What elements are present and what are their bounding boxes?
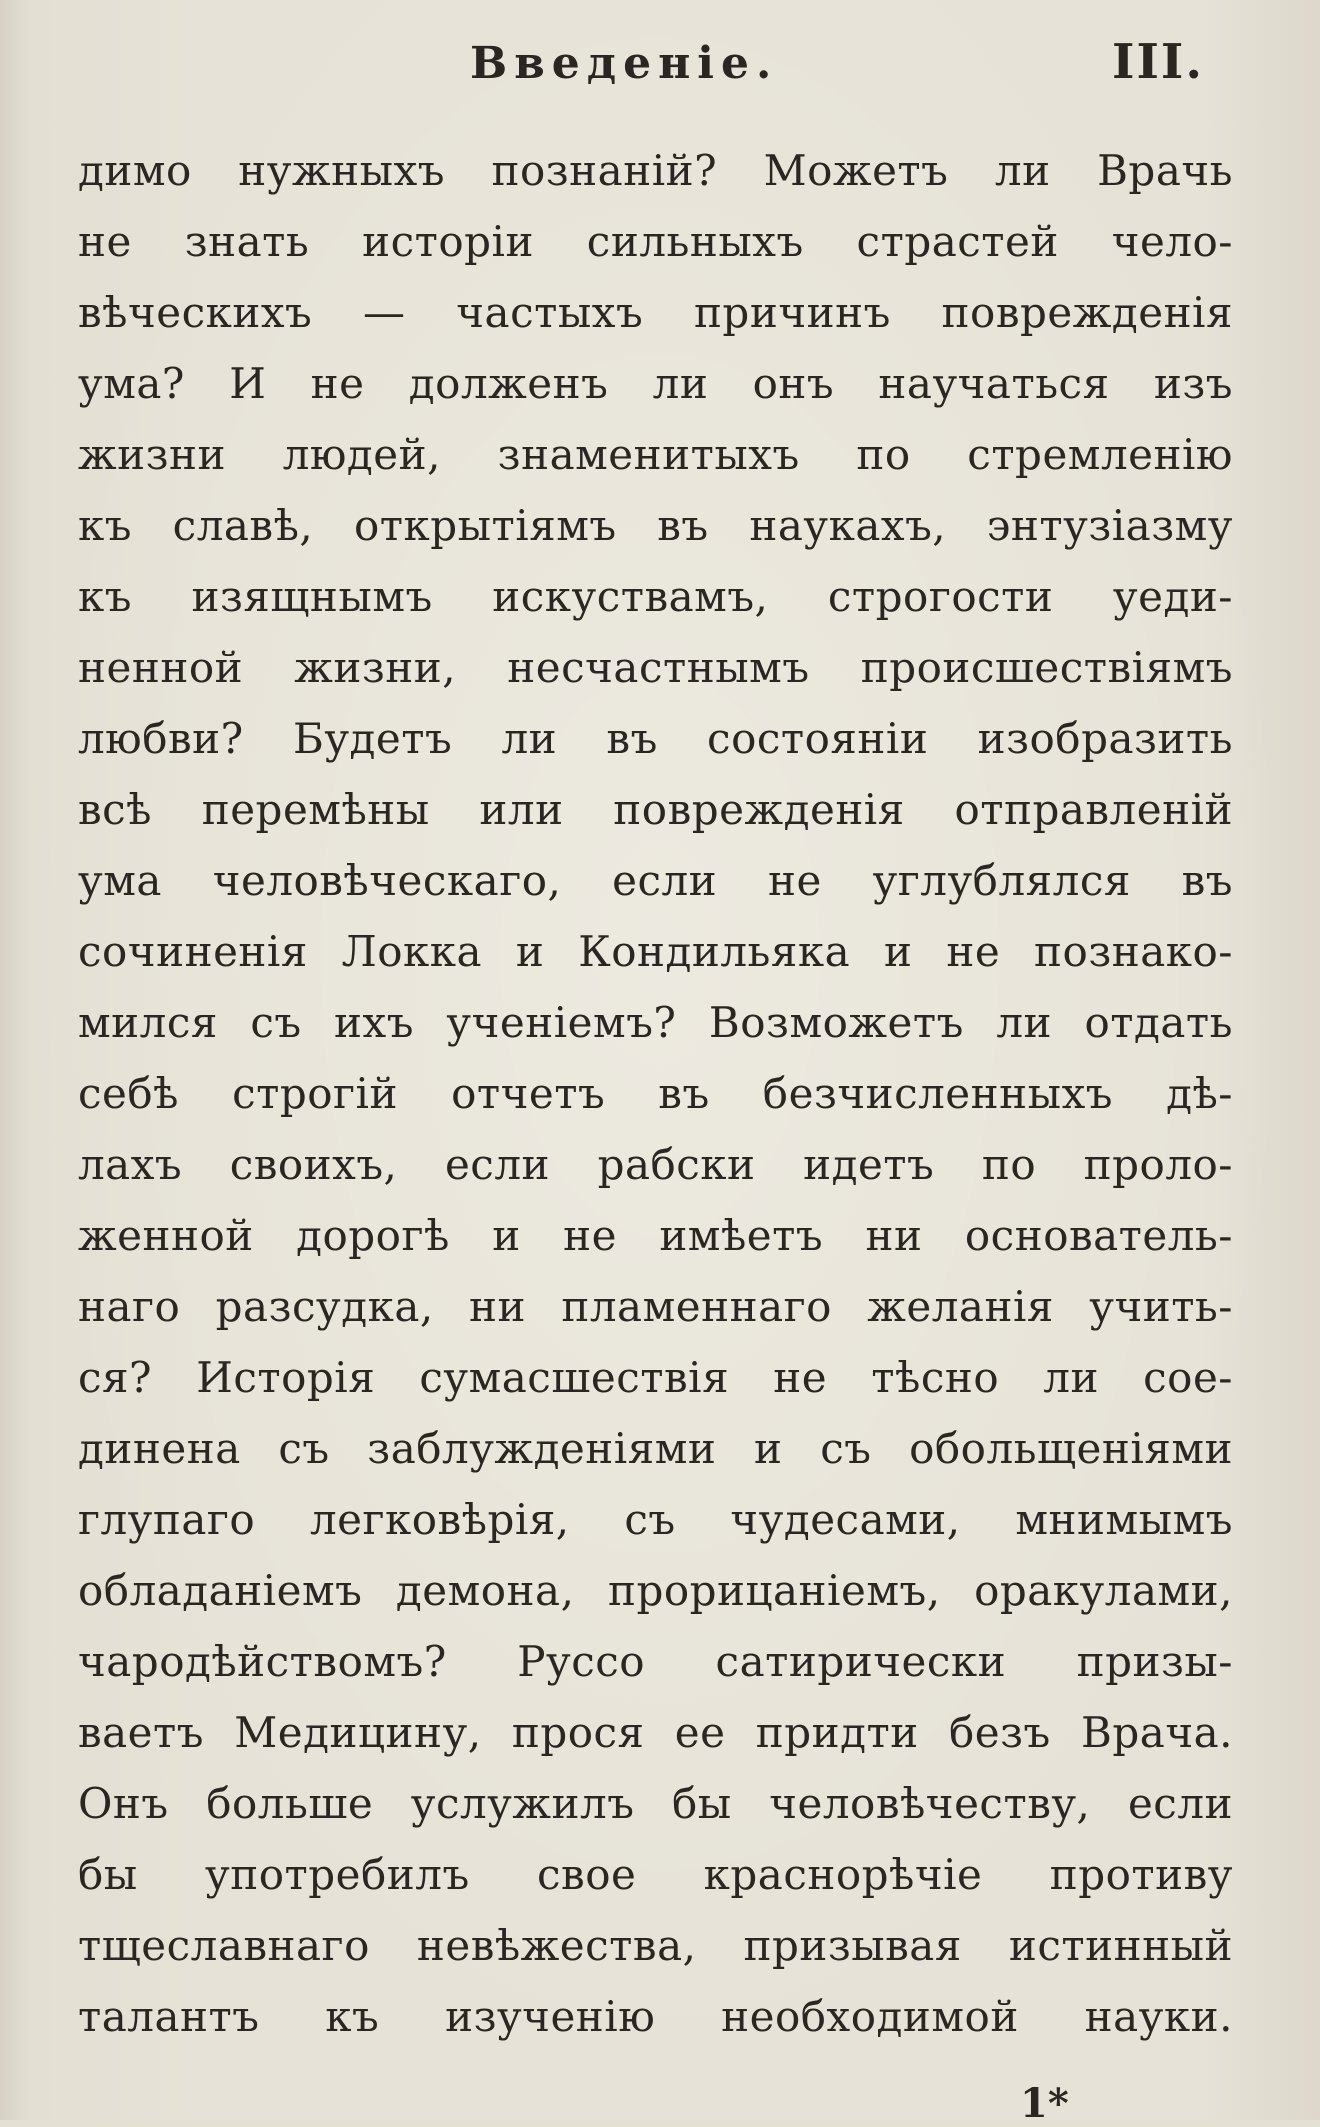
running-title: Введеніе. — [470, 38, 779, 89]
text-line: любви? Будетъ ли въ состояніи изобразить — [78, 714, 1233, 763]
text-line: Онъ больше услужилъ бы человѣчеству, если — [78, 1779, 1233, 1828]
text-line: къ изящнымъ искуствамъ, строгости уеди- — [78, 572, 1233, 621]
text-line: женной дорогѣ и не имѣетъ ни основатель- — [78, 1211, 1233, 1260]
text-line: ся? Исторія сумасшествія не тѣсно ли сое- — [78, 1353, 1233, 1402]
text-line: бы употребилъ свое краснорѣчіе противу — [78, 1850, 1233, 1899]
text-line: глупаго легковѣрія, съ чудесами, мнимымъ — [78, 1495, 1233, 1544]
text-line: къ славѣ, открытіямъ въ наукахъ, энтузіазму — [78, 501, 1233, 550]
text-line: обладаніемъ демона, прорицаніемъ, оракулами, — [78, 1566, 1233, 1615]
text-line: лахъ своихъ, если рабски идетъ по проло- — [78, 1140, 1233, 1189]
text-line: тщеславнаго невѣжества, призывая истинный — [78, 1921, 1233, 1970]
text-line: ненной жизни, несчастнымъ происшествіямъ — [78, 643, 1233, 692]
text-line: вѣческихъ — частыхъ причинъ поврежденія — [78, 288, 1233, 337]
signature-mark: 1* — [1020, 2080, 1069, 2127]
body-text — [78, 135, 1233, 2052]
text-line: наго разсудка, ни пламеннаго желанія учить- — [78, 1282, 1233, 1331]
text-line: димо нужныхъ познаній? Можетъ ли Врачь — [78, 146, 1233, 195]
text-line: чародѣйствомъ? Руссо сатирически призы- — [78, 1637, 1233, 1686]
text-line: ума человѣческаго, если не углублялся въ — [78, 856, 1233, 905]
text-line: не знать исторіи сильныхъ страстей чело- — [78, 217, 1233, 266]
text-line: ваетъ Медицину, прося ее придти безъ Врача. — [78, 1708, 1233, 1757]
text-line: себѣ строгій отчетъ въ безчисленныхъ дѣ- — [78, 1069, 1233, 1118]
page-number: III. — [1112, 34, 1205, 90]
page-header — [0, 28, 1320, 108]
text-line: мился съ ихъ ученіемъ? Возможетъ ли отдать — [78, 998, 1233, 1047]
text-line: сочиненія Локка и Кондильяка и не познако- — [78, 927, 1233, 976]
text-line: талантъ къ изученію необходимой науки. — [78, 1992, 1233, 2041]
text-line: ума? И не долженъ ли онъ научаться изъ — [78, 359, 1233, 408]
text-line: всѣ перемѣны или поврежденія отправленій — [78, 785, 1233, 834]
text-line: динена съ заблужденіями и съ обольщеніями — [78, 1424, 1233, 1473]
text-line: жизни людей, знаменитыхъ по стремленію — [78, 430, 1233, 479]
